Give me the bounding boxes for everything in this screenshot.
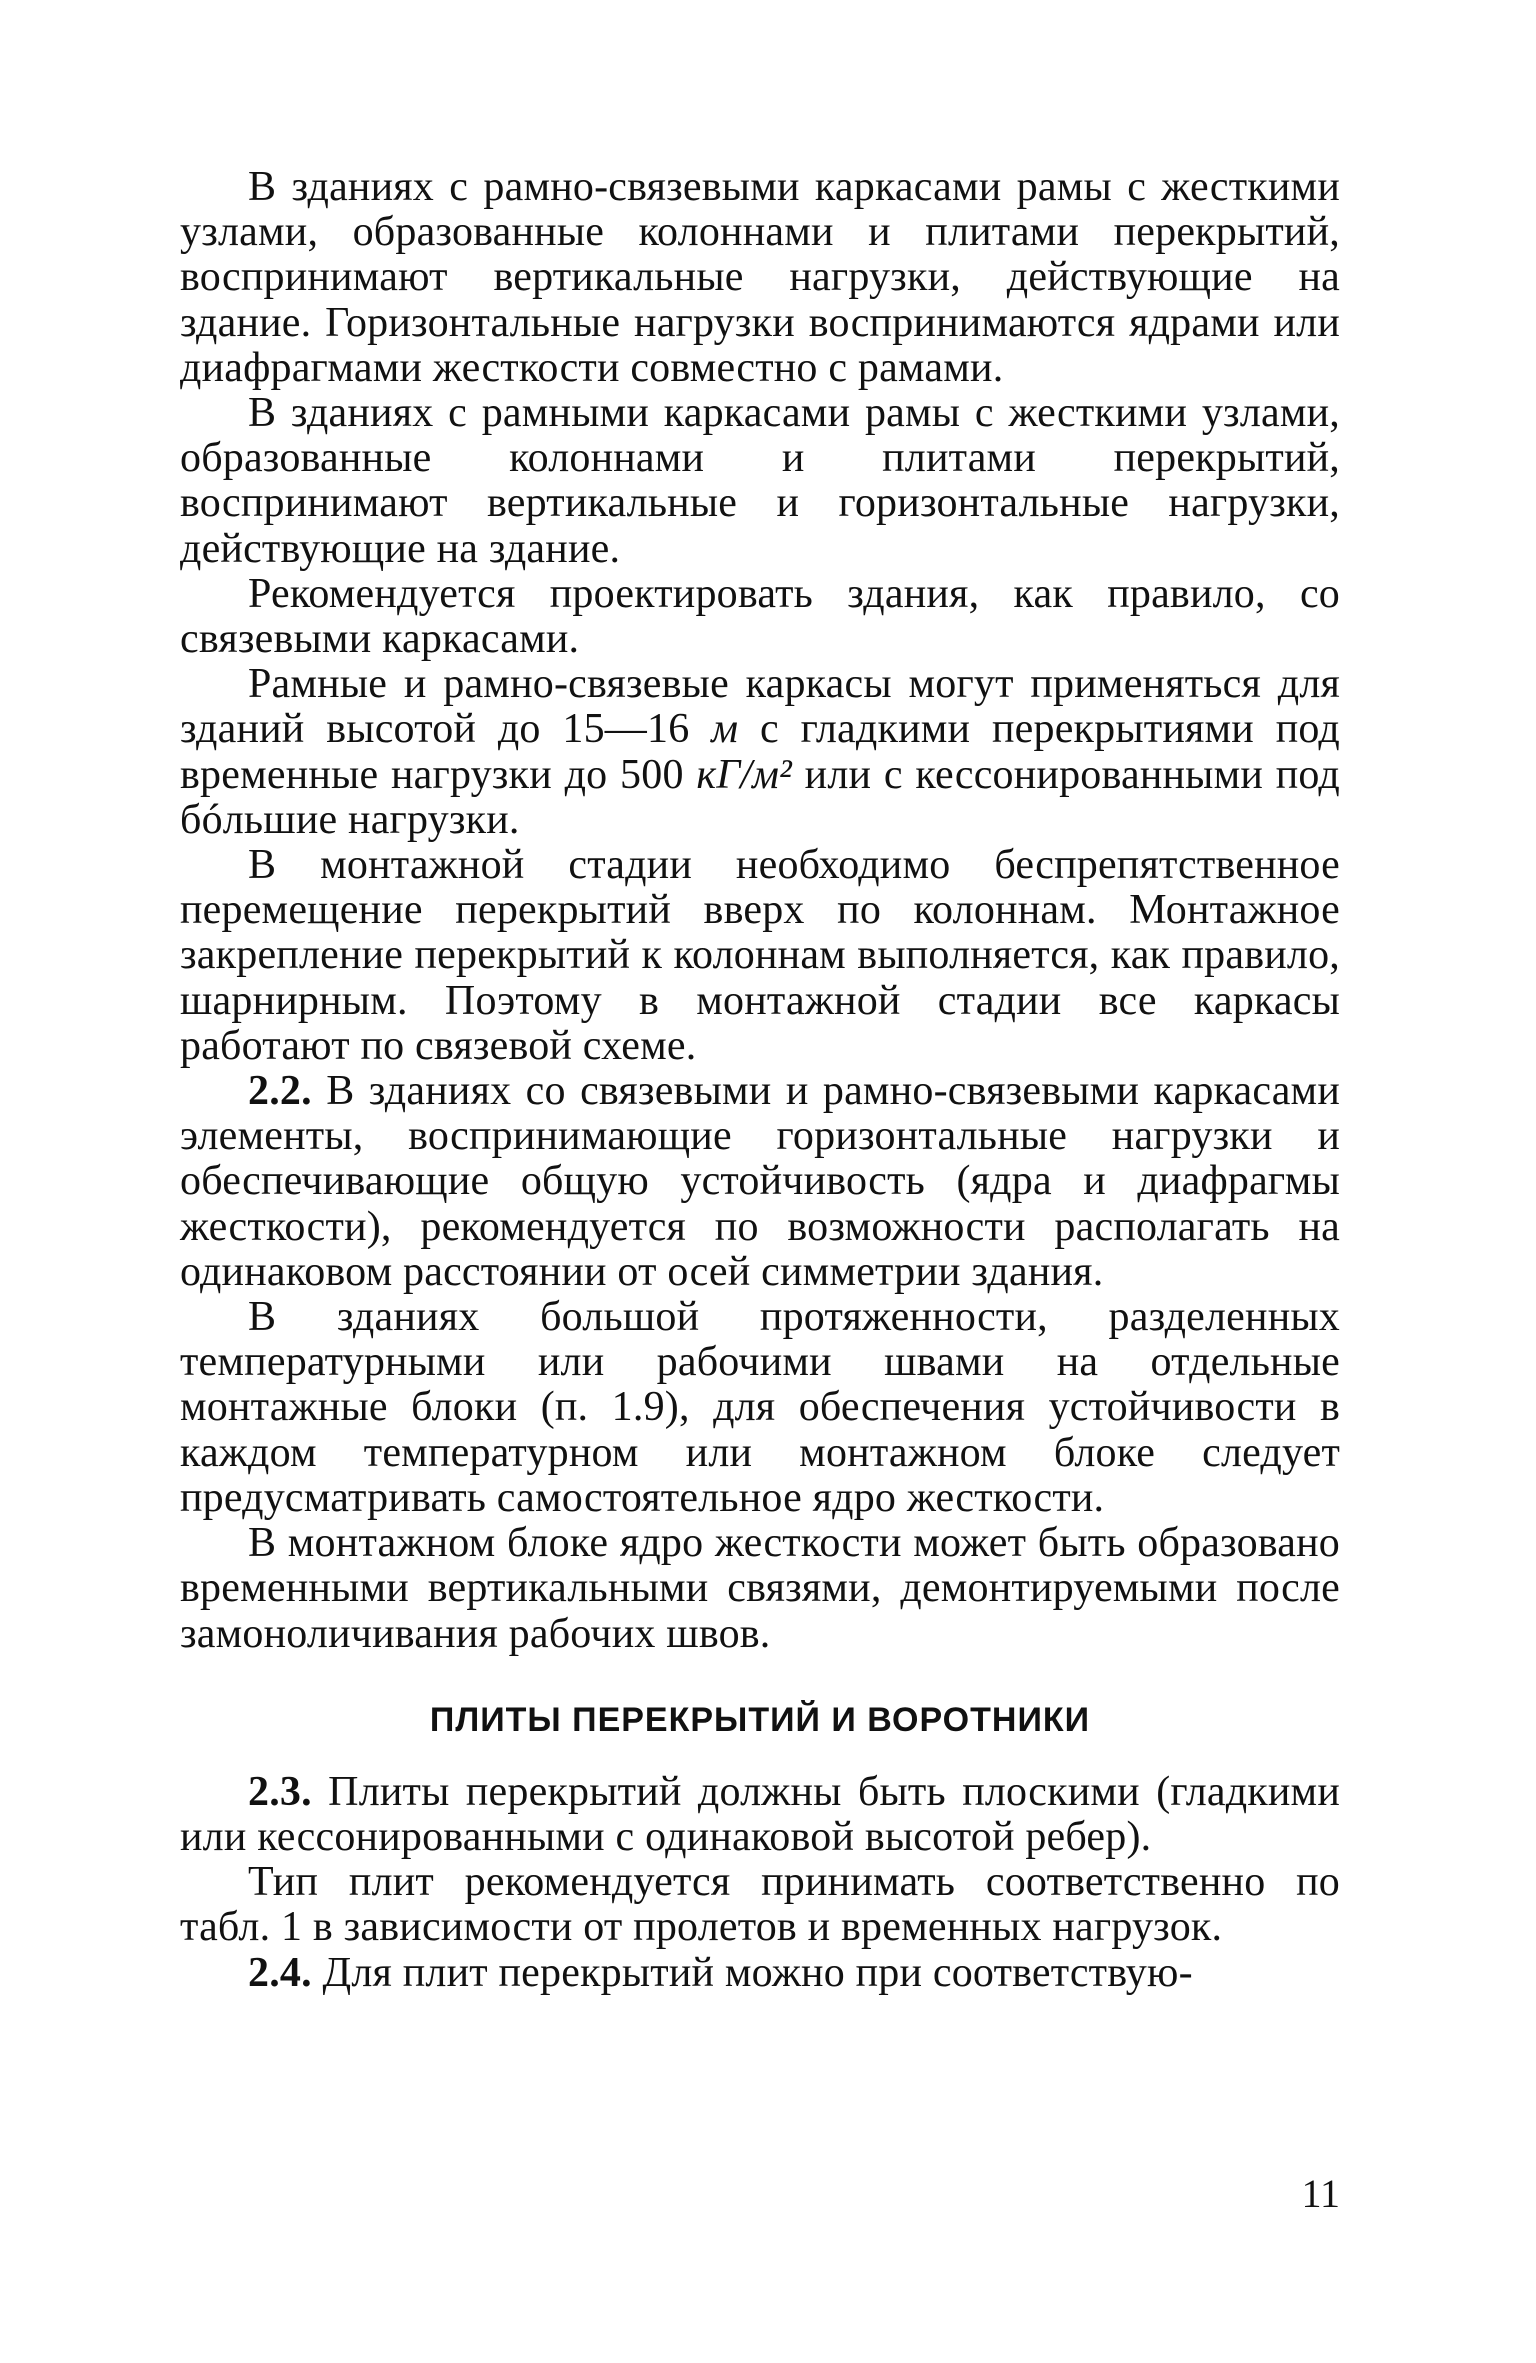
paragraph-tip-plit: Тип плит рекомендуется принимать соответственно по табл. 1 в зависимости от пролетов и временных нагрузок.: [180, 1859, 1340, 1951]
clause-text-2-3: Плиты перекрытий должны быть плоскими (гладкими или кессонированными с одинаковой высотой ребер).: [180, 1768, 1340, 1860]
paragraph-2-2: [180, 1069, 1340, 1295]
paragraph-vysota: [180, 662, 1340, 843]
paragraph-ramno-svyazevye: В зданиях с рамно-связевыми каркасами рамы с жесткими узлами, образованные колоннами и плитами перекрытий, воспринимают вертикальные нагрузки, действующие на здание. Горизонтальные нагрузки воспринимаются ядрами или диафрагмами жесткости совместно с рамами.: [180, 164, 1340, 391]
clause-number-2-4: 2.4.: [248, 1949, 312, 1996]
paragraph-vysota-text-1: Рамные и рамно-связевые каркасы могут применяться для зданий высотой до 15—16: [180, 661, 1340, 753]
paragraph-ramnye: В зданиях с рамными каркасами рамы с жесткими узлами, образованные колоннами и плитами перекрытий, воспринимают вертикальные и горизонтальные нагрузки, действующие на здание.: [180, 390, 1340, 572]
paragraph-montazhny-blok: В монтажном блоке ядро жесткости может быть образовано временными вертикальными связями, демонтируемыми после замоноличивания рабочих швов.: [180, 1520, 1340, 1657]
clause-text-2-2: В зданиях со связевыми и рамно-связевыми каркасами элементы, воспринимающие горизонтальные нагрузки и обеспечивающие общую устойчивость (ядра и диафрагмы жесткости), рекомендуется по возможности располагать на одинаковом расстоянии от осей симметрии здания.: [180, 1068, 1340, 1295]
paragraph-protyazhennost: В зданиях большой протяженности, разделенных температурными или рабочими швами на отдельные монтажные блоки (п. 1.9), для обеспечения устойчивости в каждом температурном или монтажном блоке следует предусматривать самостоятельное ядро жесткости.: [180, 1294, 1340, 1521]
clause-number-2-3: 2.3.: [248, 1768, 312, 1815]
paragraph-2-4: [180, 1951, 1340, 1996]
page-body: [180, 165, 1340, 1996]
paragraph-montazh: В монтажной стадии необходимо беспрепятственное перемещение перекрытий вверх по колоннам. Монтажное закрепление перекрытий к колоннам выполняется, как правило, шарнирным. Поэтому в монтажной стадии все каркасы работают по связевой схеме.: [180, 842, 1340, 1069]
paragraph-vysota-text-2: с гладкими перекрытиями под временные нагрузки до 500: [180, 706, 1340, 798]
clause-text-2-4: Для плит перекрытий можно при соответствую-: [311, 1949, 1193, 1996]
page-number: 11: [1301, 2171, 1340, 2216]
unit-load: кГ/м²: [696, 751, 792, 798]
paragraph-2-3: [180, 1770, 1340, 1860]
section-heading: ПЛИТЫ ПЕРЕКРЫТИЙ И ВОРОТНИКИ: [429, 1700, 1091, 1739]
unit-meter: м: [711, 706, 739, 753]
clause-number-2-2: 2.2.: [248, 1068, 312, 1115]
paragraph-vysota-text-3: или с кессонированными под бóльшие нагрузки.: [180, 751, 1340, 843]
paragraph-rekomenduetsya: Рекомендуется проектировать здания, как правило, со связевыми каркасами.: [180, 570, 1340, 663]
